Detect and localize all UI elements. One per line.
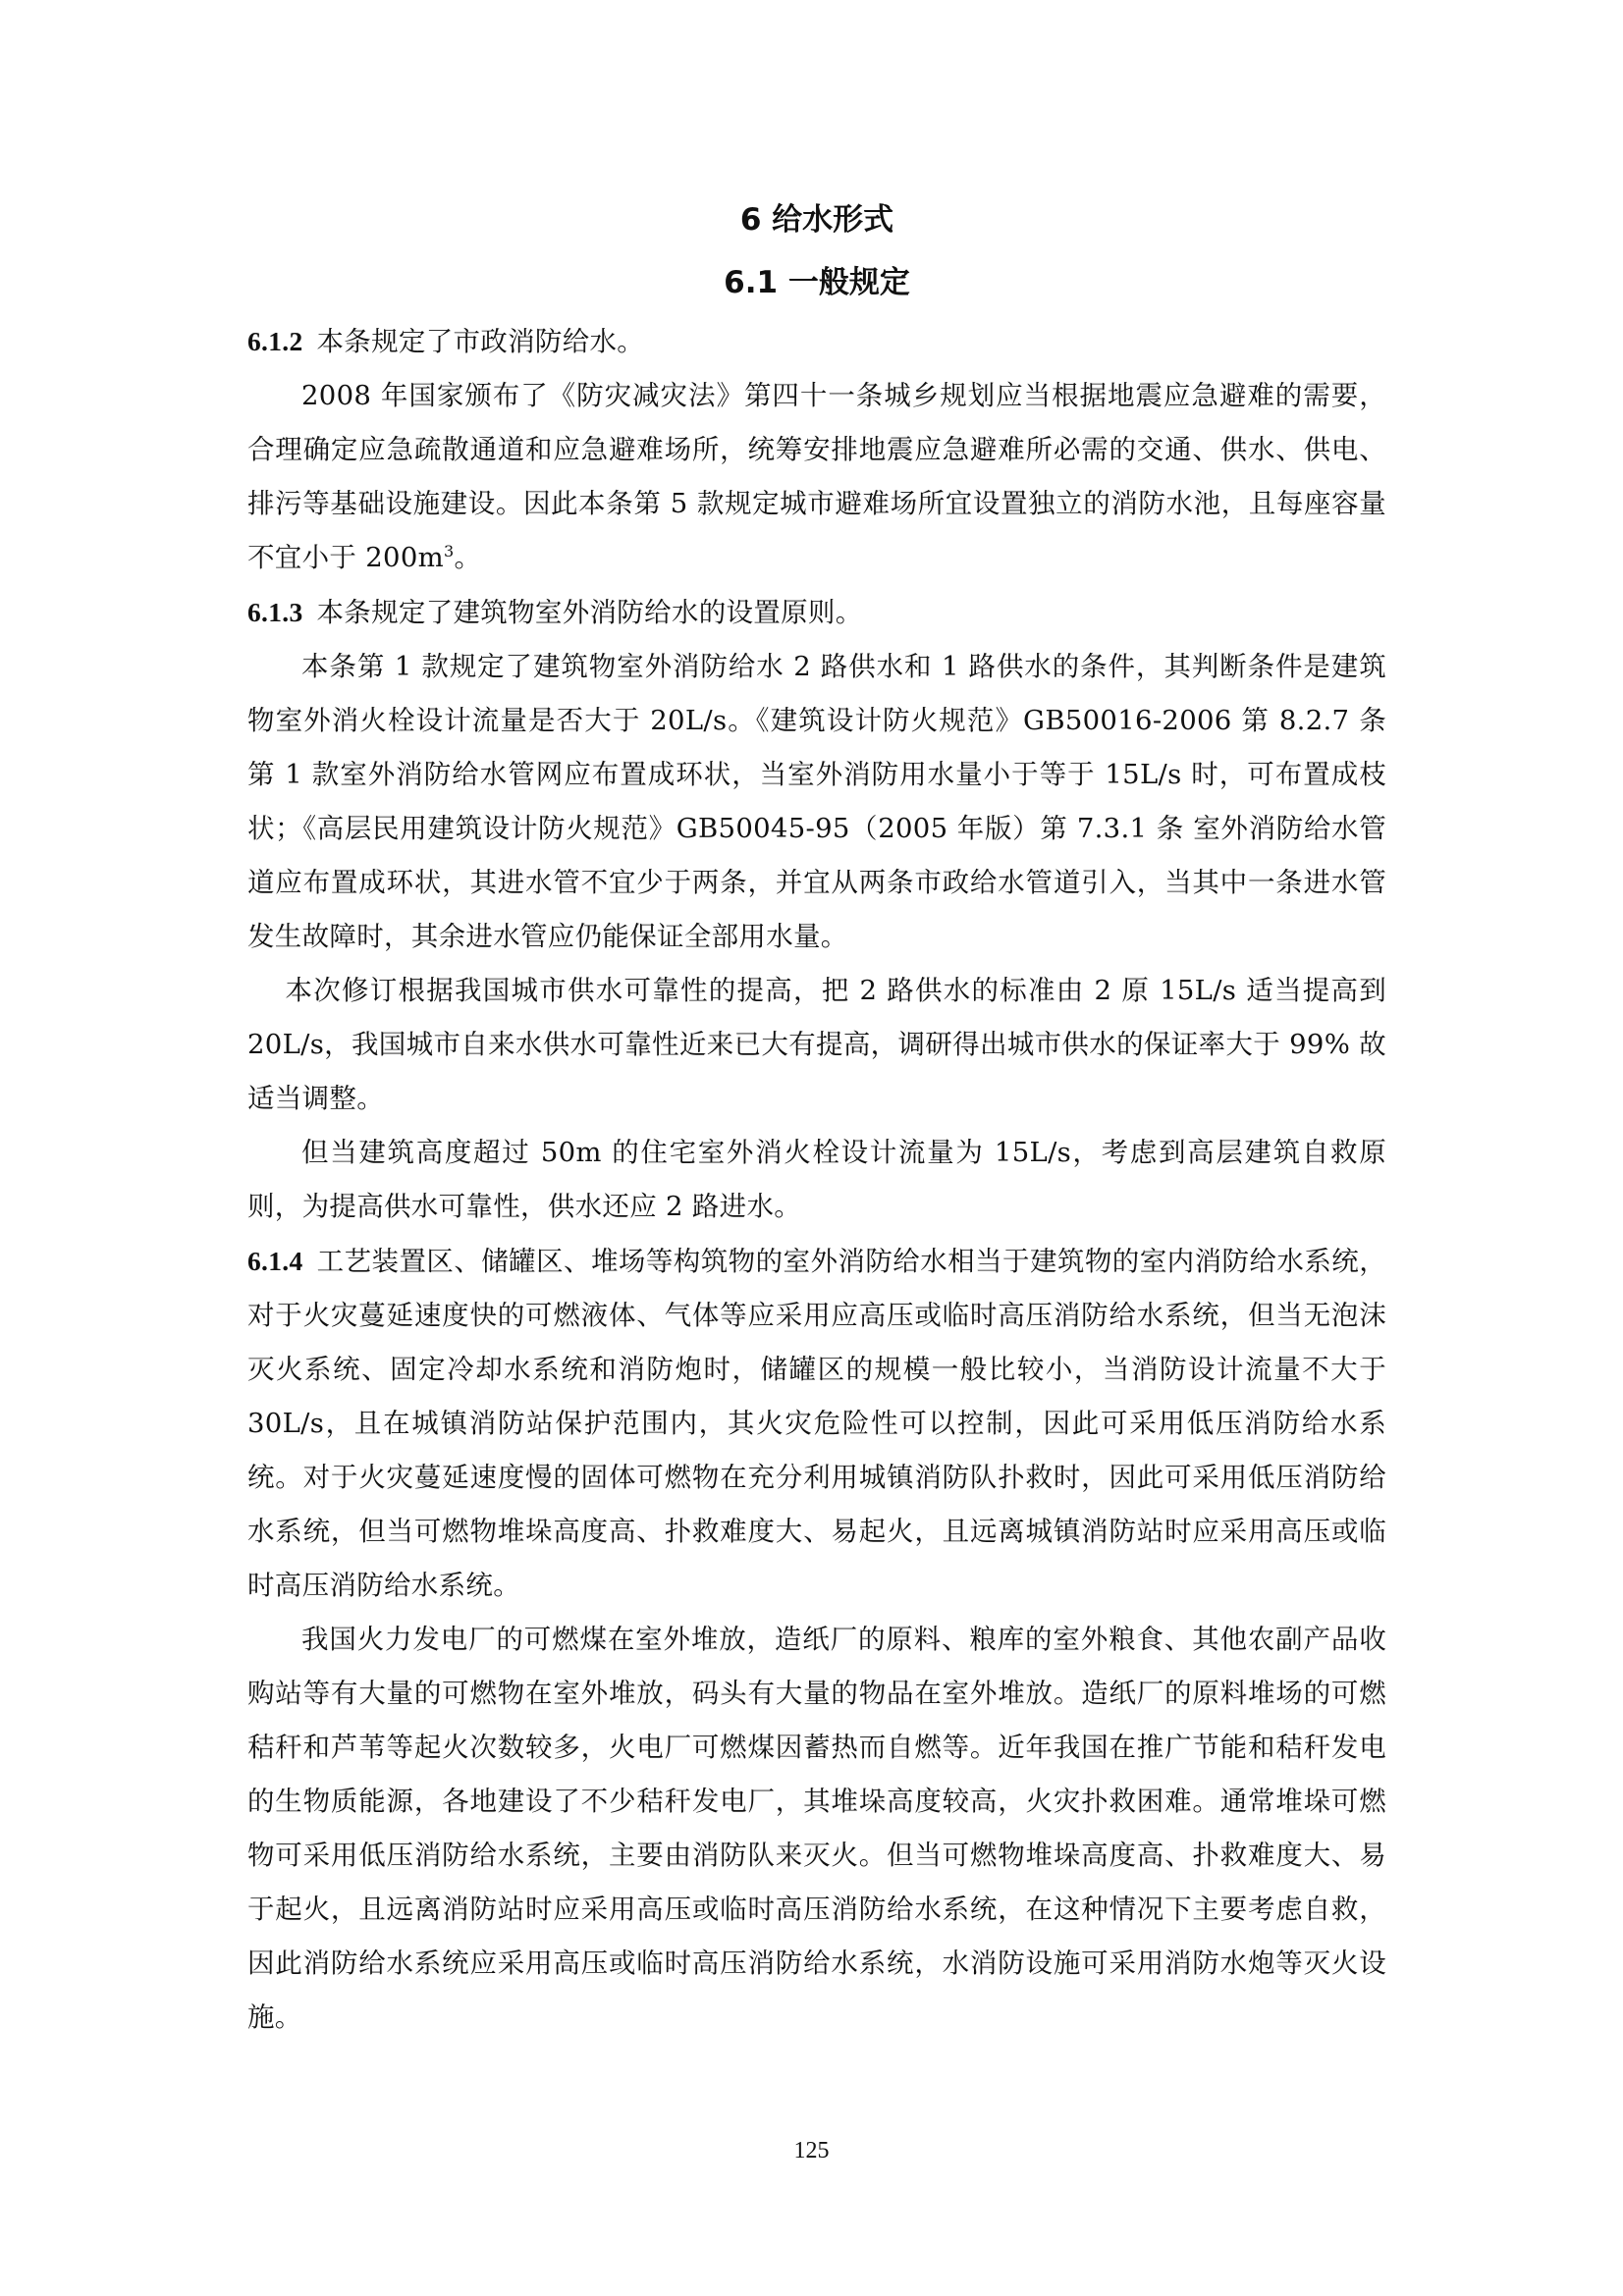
clause-6-1-4-paragraph-1 bbox=[247, 1234, 1386, 1613]
chapter-title: 6 给水形式 bbox=[739, 202, 894, 238]
page-number: 125 bbox=[793, 2138, 830, 2163]
clause-6-1-3-paragraph-1: 本条第 1 款规定了建筑物室外消防给水 2 路供水和 1 路供水的条件，其判断条件是建筑物室外消火栓设计流量是否大于 20L/s。《建筑设计防火规范》GB50016-2006 第 8.2.7 条第 1 款室外消防给水管网应布置成环状，当室外消防用水量小于等于 15L/s 时，可布置成枝状；《高层民用建筑设计防火规范》GB50045-95（2005 年版）第 7.3.1 条 室外消防给水管道应布置成环状，其进水管不宜少于两条，并宜从两条市政给水管道引入，当其中一条进水管发生故障时，其余进水管应仍能保证全部用水量。 bbox=[247, 651, 1386, 952]
clause-number: 6.1.4 bbox=[247, 1246, 303, 1276]
clause-6-1-2-heading bbox=[247, 314, 1386, 369]
clause-6-1-4-paragraph-2: 我国火力发电厂的可燃煤在室外堆放，造纸厂的原料、粮库的室外粮食、其他农副产品收购站等有大量的可燃物在室外堆放，码头有大量的物品在室外堆放。造纸厂的原料堆场的可燃秸秆和芦苇等起火次数较多，火电厂可燃煤因蓄热而自燃等。近年我国在推广节能和秸秆发电的生物质能源，各地建设了不少秸秆发电厂，其堆垛高度较高，火灾扑救困难。通常堆垛可燃物可采用低压消防给水系统，主要由消防队来灭火。但当可燃物堆垛高度高、扑救难度大、易于起火，且远离消防站时应采用高压或临时高压消防给水系统，在这种情况下主要考虑自救，因此消防给水系统应采用高压或临时高压消防给水系统，水消防设施可采用消防水炮等灭火设施。 bbox=[247, 1624, 1386, 2033]
paragraph-text: 2008 年国家颁布了《防灾减灾法》第四十一条城乡规划应当根据地震应急避难的需要，合理确定应急疏散通道和应急避难场所，统筹安排地震应急避难所必需的交通、供水、供电、排污等基础设施建设。因此本条第 5 款规定城市避难场所宜设置独立的消防水池，且每座容量不宜小于 200m bbox=[247, 380, 1386, 573]
clause-6-1-2-paragraph bbox=[247, 369, 1386, 585]
clause-6-1-3-paragraph-2: 本次修订根据我国城市供水可靠性的提高，把 2 路供水的标准由 2 原 15L/s 适当提高到 20L/s，我国城市自来水供水可靠性近来已大有提高，调研得出城市供水的保证率大于 99% 故适当调整。 bbox=[247, 975, 1386, 1114]
document-page bbox=[247, 192, 1386, 2045]
clause-6-1-3-paragraph-3: 但当建筑高度超过 50m 的住宅室外消火栓设计流量为 15L/s，考虑到高层建筑自救原则，为提高供水可靠性，供水还应 2 路进水。 bbox=[247, 1137, 1386, 1222]
clause-heading-text: 本条规定了建筑物室外消防给水的设置原则。 bbox=[316, 597, 863, 628]
paragraph-end: 。 bbox=[454, 542, 482, 573]
clause-number: 6.1.2 bbox=[247, 326, 303, 356]
clause-6-1-3-heading bbox=[247, 585, 1386, 640]
superscript: 3 bbox=[444, 541, 455, 561]
paragraph-text: 工艺装置区、储罐区、堆场等构筑物的室外消防给水相当于建筑物的室内消防给水系统，对于火灾蔓延速度快的可燃液体、气体等应采用应高压或临时高压消防给水系统，但当无泡沫灭火系统、固定冷却水系统和消防炮时，储罐区的规模一般比较小，当消防设计流量不大于 30L/s，且在城镇消防站保护范围内，其火灾危险性可以控制，因此可采用低压消防给水系统。对于火灾蔓延速度慢的固体可燃物在充分利用城镇消防队扑救时，因此可采用低压消防给水系统，但当可燃物堆垛高度高、扑救难度大、易起火，且远离城镇消防站时应采用高压或临时高压消防给水系统。 bbox=[247, 1246, 1386, 1601]
clause-number: 6.1.3 bbox=[247, 597, 303, 627]
section-title: 6.1 一般规定 bbox=[724, 265, 910, 300]
clause-heading-text: 本条规定了市政消防给水。 bbox=[316, 326, 645, 357]
